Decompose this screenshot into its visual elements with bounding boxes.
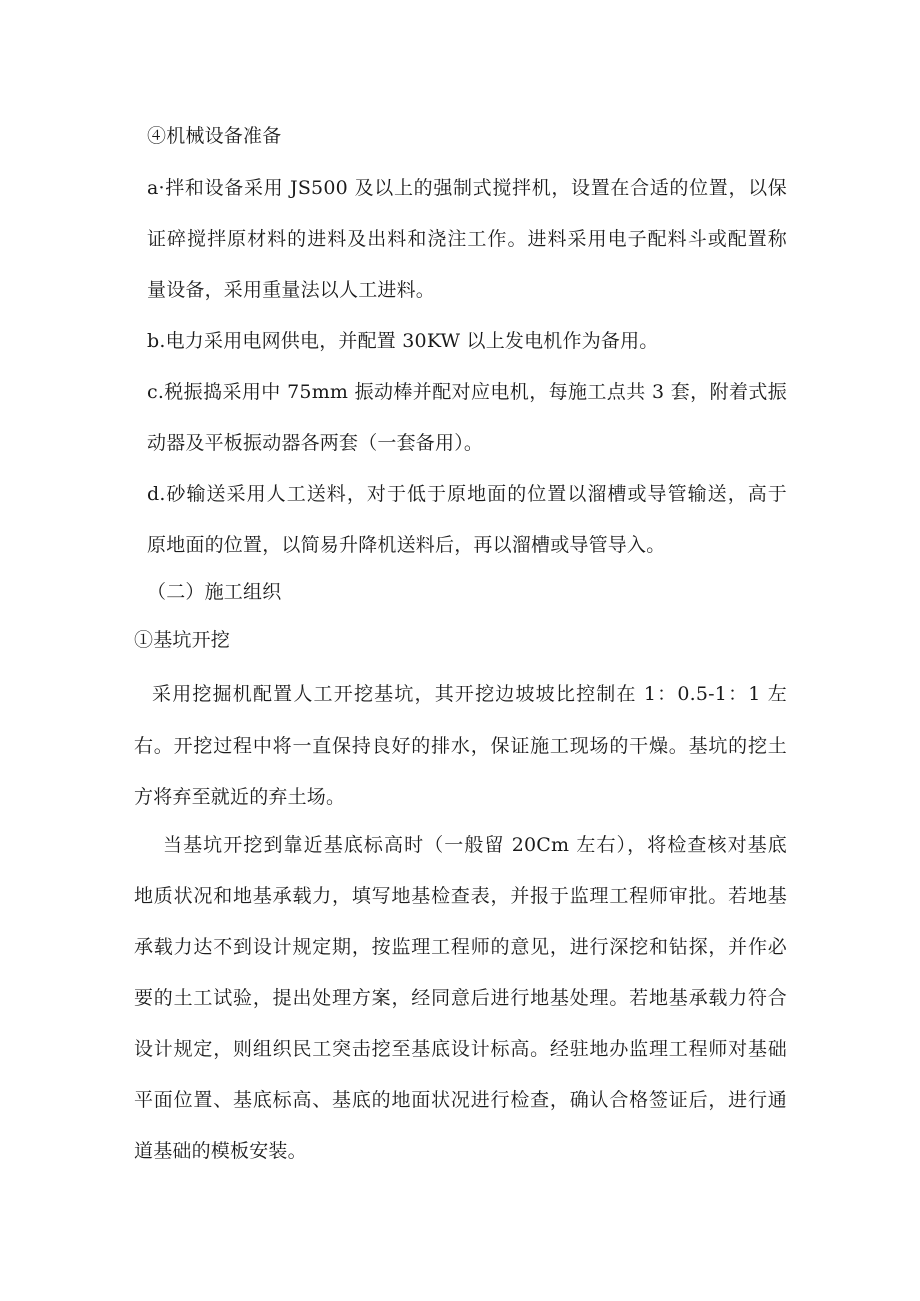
subheading-foundation-pit-excavation: ①基坑开挖 xyxy=(134,629,231,651)
paragraph-line: 原地面的位置，以简易升降机送料后，再以溜槽或导管导入。 xyxy=(147,534,666,556)
paragraph-line: b.电力采用电网供电，并配置 30KW 以上发电机作为备用。 xyxy=(147,330,659,352)
paragraph-line: 承载力达不到设计规定期，按监理工程师的意见，进行深挖和钻探，并作必 xyxy=(134,936,787,958)
paragraph-line: a·拌和设备采用 JS500 及以上的强制式搅拌机，设置在合适的位置，以保 xyxy=(147,177,787,199)
paragraph-line: 量设备，采用重量法以人工进料。 xyxy=(147,279,436,301)
paragraph-line: 当基坑开挖到靠近基底标高时（一般留 20Cm 左右），将检查核对基底 xyxy=(163,834,787,856)
paragraph-line: 地质状况和地基承载力，填写地基检查表，并报于监理工程师审批。若地基 xyxy=(134,885,787,907)
paragraph-line: 道基础的模板安装。 xyxy=(134,1140,307,1162)
paragraph-line: 要的土工试验，提出处理方案，经同意后进行地基处理。若地基承载力符合 xyxy=(134,987,787,1009)
paragraph-line: c.税振捣采用中 75mm 振动棒并配对应电机，每施工点共 3 套，附着式振 xyxy=(147,381,787,403)
paragraph-line: 动器及平板振动器各两套（一套备用）。 xyxy=(147,432,484,454)
paragraph-line: d.砂输送采用人工送料，对于低于原地面的位置以溜槽或导管输送，高于 xyxy=(147,483,787,505)
section-heading-construction-organization: （二）施工组织 xyxy=(147,581,282,603)
paragraph-line: 平面位置、基底标高、基底的地面状况进行检查，确认合格签证后，进行通 xyxy=(134,1089,787,1111)
paragraph-line: 证碎搅拌原材料的进料及出料和浇注工作。进料采用电子配料斗或配置称 xyxy=(147,228,787,250)
paragraph-line: 设计规定，则组织民工突击挖至基底设计标高。经驻地办监理工程师对基础 xyxy=(134,1038,787,1060)
heading-machinery-preparation: ④机械设备准备 xyxy=(147,125,282,147)
paragraph-line: 采用挖掘机配置人工开挖基坑，其开挖边坡坡比控制在 1：0.5-1：1 左 xyxy=(152,683,787,705)
paragraph-line: 右。开挖过程中将一直保持良好的排水，保证施工现场的干燥。基坑的挖土 xyxy=(134,735,787,757)
paragraph-line: 方将弃至就近的弃土场。 xyxy=(134,786,346,808)
